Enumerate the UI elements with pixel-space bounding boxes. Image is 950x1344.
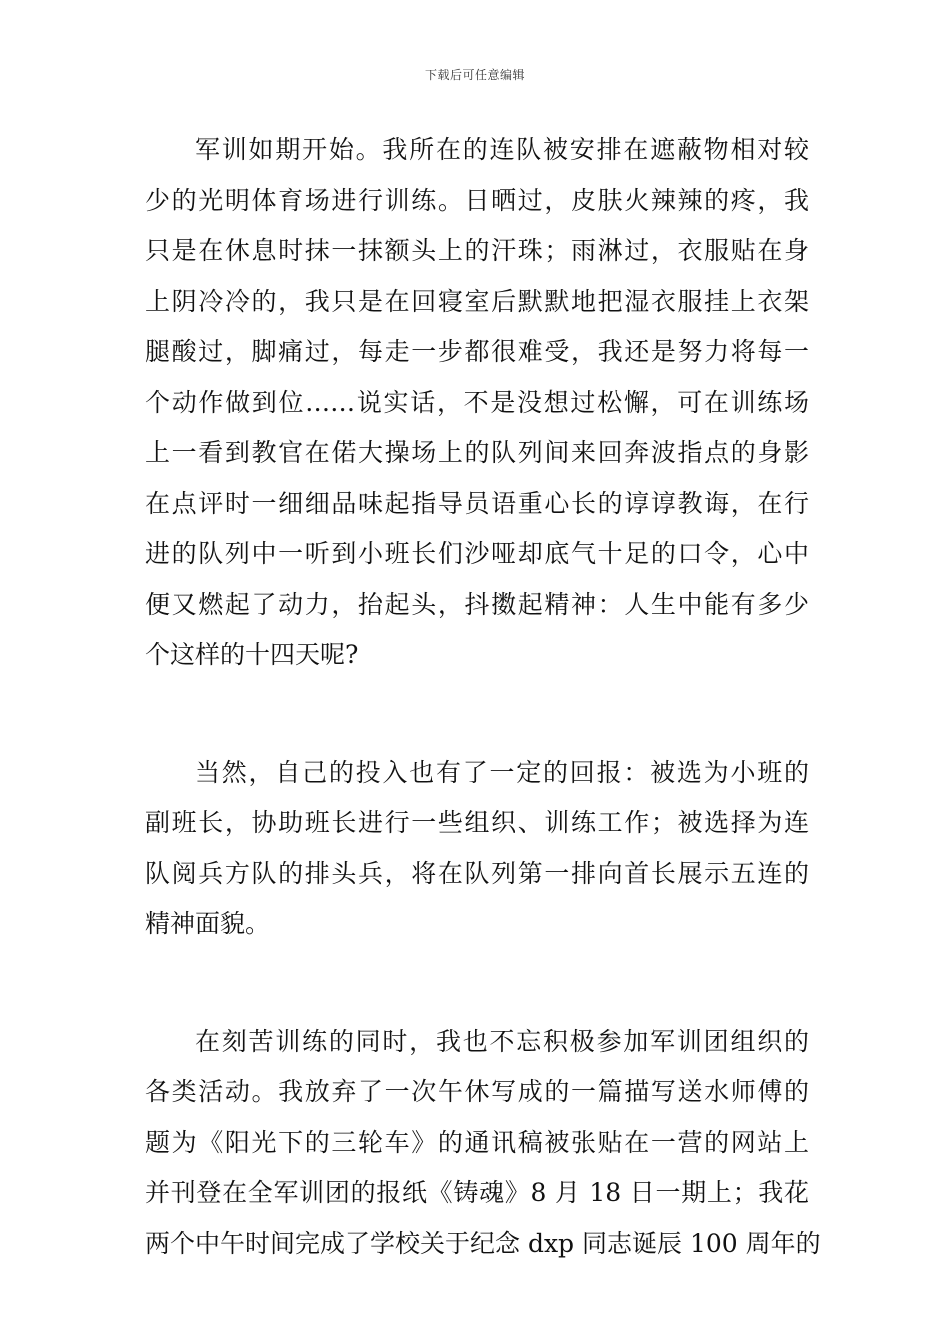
- text-line: 少的光明体育场进行训练。日晒过，皮肤火辣辣的疼，我: [145, 185, 809, 215]
- paragraph-2: [145, 748, 809, 950]
- paragraph-spacer: [145, 950, 809, 1017]
- paragraph-spacer: [145, 681, 809, 748]
- text-line: 精神面貌。: [145, 909, 271, 938]
- text-line: 队阅兵方队的排头兵，将在队列第一排向首长展示五连的: [145, 858, 809, 888]
- text-line: 进的队列中一听到小班长们沙哑却底气十足的口令，心中: [145, 539, 809, 568]
- text-line: 副班长，协助班长进行一些组织、训练工作；被选择为连: [145, 808, 809, 837]
- text-line: 只是在休息时抹一抹额头上的汗珠；雨淋过，衣服贴在身: [145, 236, 809, 265]
- text-line: 并刊登在全军训团的报纸《铸魂》8 月 18 日一期上；我花: [145, 1178, 809, 1207]
- text-line: 上阴冷冷的，我只是在回寝室后默默地把湿衣服挂上衣架: [145, 286, 809, 316]
- text-line: 上一看到教官在偌大操场上的队列间来回奔波指点的身影: [145, 438, 809, 467]
- text-line: 腿酸过，脚痛过，每走一步都很难受，我还是努力将每一: [145, 337, 809, 366]
- paragraph-1: [145, 125, 809, 681]
- page-header: 下载后可任意编辑: [424, 68, 525, 82]
- text-line: 个这样的十四天呢?: [145, 640, 359, 669]
- paragraph-3: [145, 1017, 821, 1270]
- text-line: 在刻苦训练的同时，我也不忘积极参加军训团组织的: [195, 1026, 809, 1056]
- text-line: 各类活动。我放弃了一次午休写成的一篇描写送水师傅的: [145, 1077, 809, 1106]
- text-line: 题为《阳光下的三轮车》的通讯稿被张贴在一营的网站上: [145, 1127, 809, 1157]
- text-line: 个动作做到位……说实话，不是没想过松懈，可在训练场: [145, 387, 809, 417]
- text-line: 军训如期开始。我所在的连队被安排在遮蔽物相对较: [195, 135, 809, 164]
- text-line: 当然，自己的投入也有了一定的回报：被选为小班的: [195, 757, 809, 787]
- text-line: 两个中午时间完成了学校关于纪念 dxp 同志诞辰 100 周年的: [145, 1228, 821, 1258]
- text-line: 在点评时一细细品味起指导员语重心长的谆谆教诲，在行: [145, 488, 809, 518]
- text-line: 便又燃起了动力，抬起头，抖擞起精神：人生中能有多少: [145, 589, 809, 619]
- document-body: [145, 125, 821, 1269]
